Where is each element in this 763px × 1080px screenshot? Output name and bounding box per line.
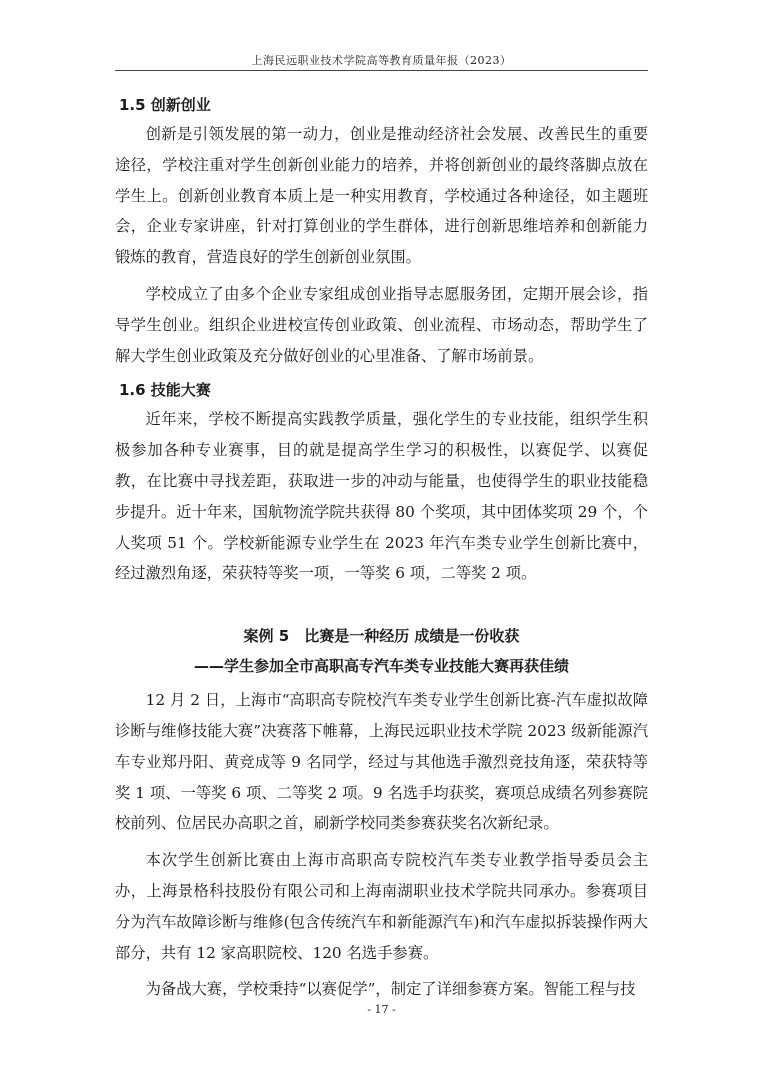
paragraph: 创新是引领发展的第一动力，创业是推动经济社会发展、改善民生的重要途径，学校注重对学生创新创业能力的培养，并将创新创业的最终落脚点放在学生上。创新创业教育本质上是一种实用教育，学校通过各种途径，如主题班会，企业专家讲座，针对打算创业的学生群体，进行创新思维培养和创新能力锻炼的教育，营造良好的学生创新创业氛围。 [115, 125, 648, 267]
case-subtitle: ——学生参加全市高职高专汽车类专业技能大赛再获佳绩 [193, 657, 569, 676]
header-divider [115, 70, 648, 71]
paragraph: 12 月 2 日，上海市“高职高专院校汽车类专业学生创新比赛-汽车虚拟故障诊断与维修技能大赛”决赛落下帷幕，上海民远职业技术学院 2023 级新能源汽车专业郑丹阳、黄竞成等 9 名同学，经过与其他选手激烈竞技角逐，荣获特等奖 1 项、一等奖 6 项、二等奖 2 项。9 名选手均获奖，赛项总成绩名列参赛院校前列、位居民办高职之首，刷新学校同类参赛获奖名次新纪录。 [115, 691, 648, 833]
page-body [115, 91, 648, 1011]
running-header: 上海民远职业技术学院高等教育质量年报（2023） [251, 54, 512, 67]
paragraph: 近年来，学校不断提高实践教学质量，强化学生的专业技能，组织学生积极参加各种专业赛事，目的就是提高学生学习的积极性，以赛促学、以赛促教，在比赛中寻找差距，获取进一步的冲动与能量，也使得学生的职业技能稳步提升。近十年来，国航物流学院共获得 80 个奖项，其中团体奖项 29 个，个人奖项 51 个。学校新能源专业学生在 2023 年汽车类专业学生创新比赛中，经过激烈角逐，荣获特等奖一项，一等奖 6 项，二等奖 2 项。 [115, 410, 648, 583]
case-title: 案例 5 比赛是一种经历 成绩是一份收获 [243, 627, 520, 646]
paragraph: 学校成立了由多个企业专家组成创业指导志愿服务团，定期开展会诊，指导学生创业。组织企业进校宣传创业政策、创业流程、市场动态，帮助学生了解大学生创业政策及充分做好创业的心里准备、了解市场前景。 [115, 284, 648, 365]
page-number: - 17 - [367, 1003, 396, 1016]
paragraph: 为备战大赛，学校秉持“以赛促学”，制定了详细参赛方案。智能工程与技 [145, 980, 636, 999]
paragraph: 本次学生创新比赛由上海市高职高专院校汽车类专业教学指导委员会主办，上海景格科技股份有限公司和上海南湖职业技术学院共同承办。参赛项目分为汽车故障诊断与维修(包含传统汽车和新能源汽车)和汽车虚拟拆装操作两大部分，共有 12 家高职院校、120 名选手参赛。 [115, 851, 648, 962]
section-heading-innovation: 1.5 创新创业 [119, 96, 211, 114]
spacer [115, 595, 648, 621]
section-heading-skills-competition: 1.6 技能大赛 [119, 381, 211, 400]
